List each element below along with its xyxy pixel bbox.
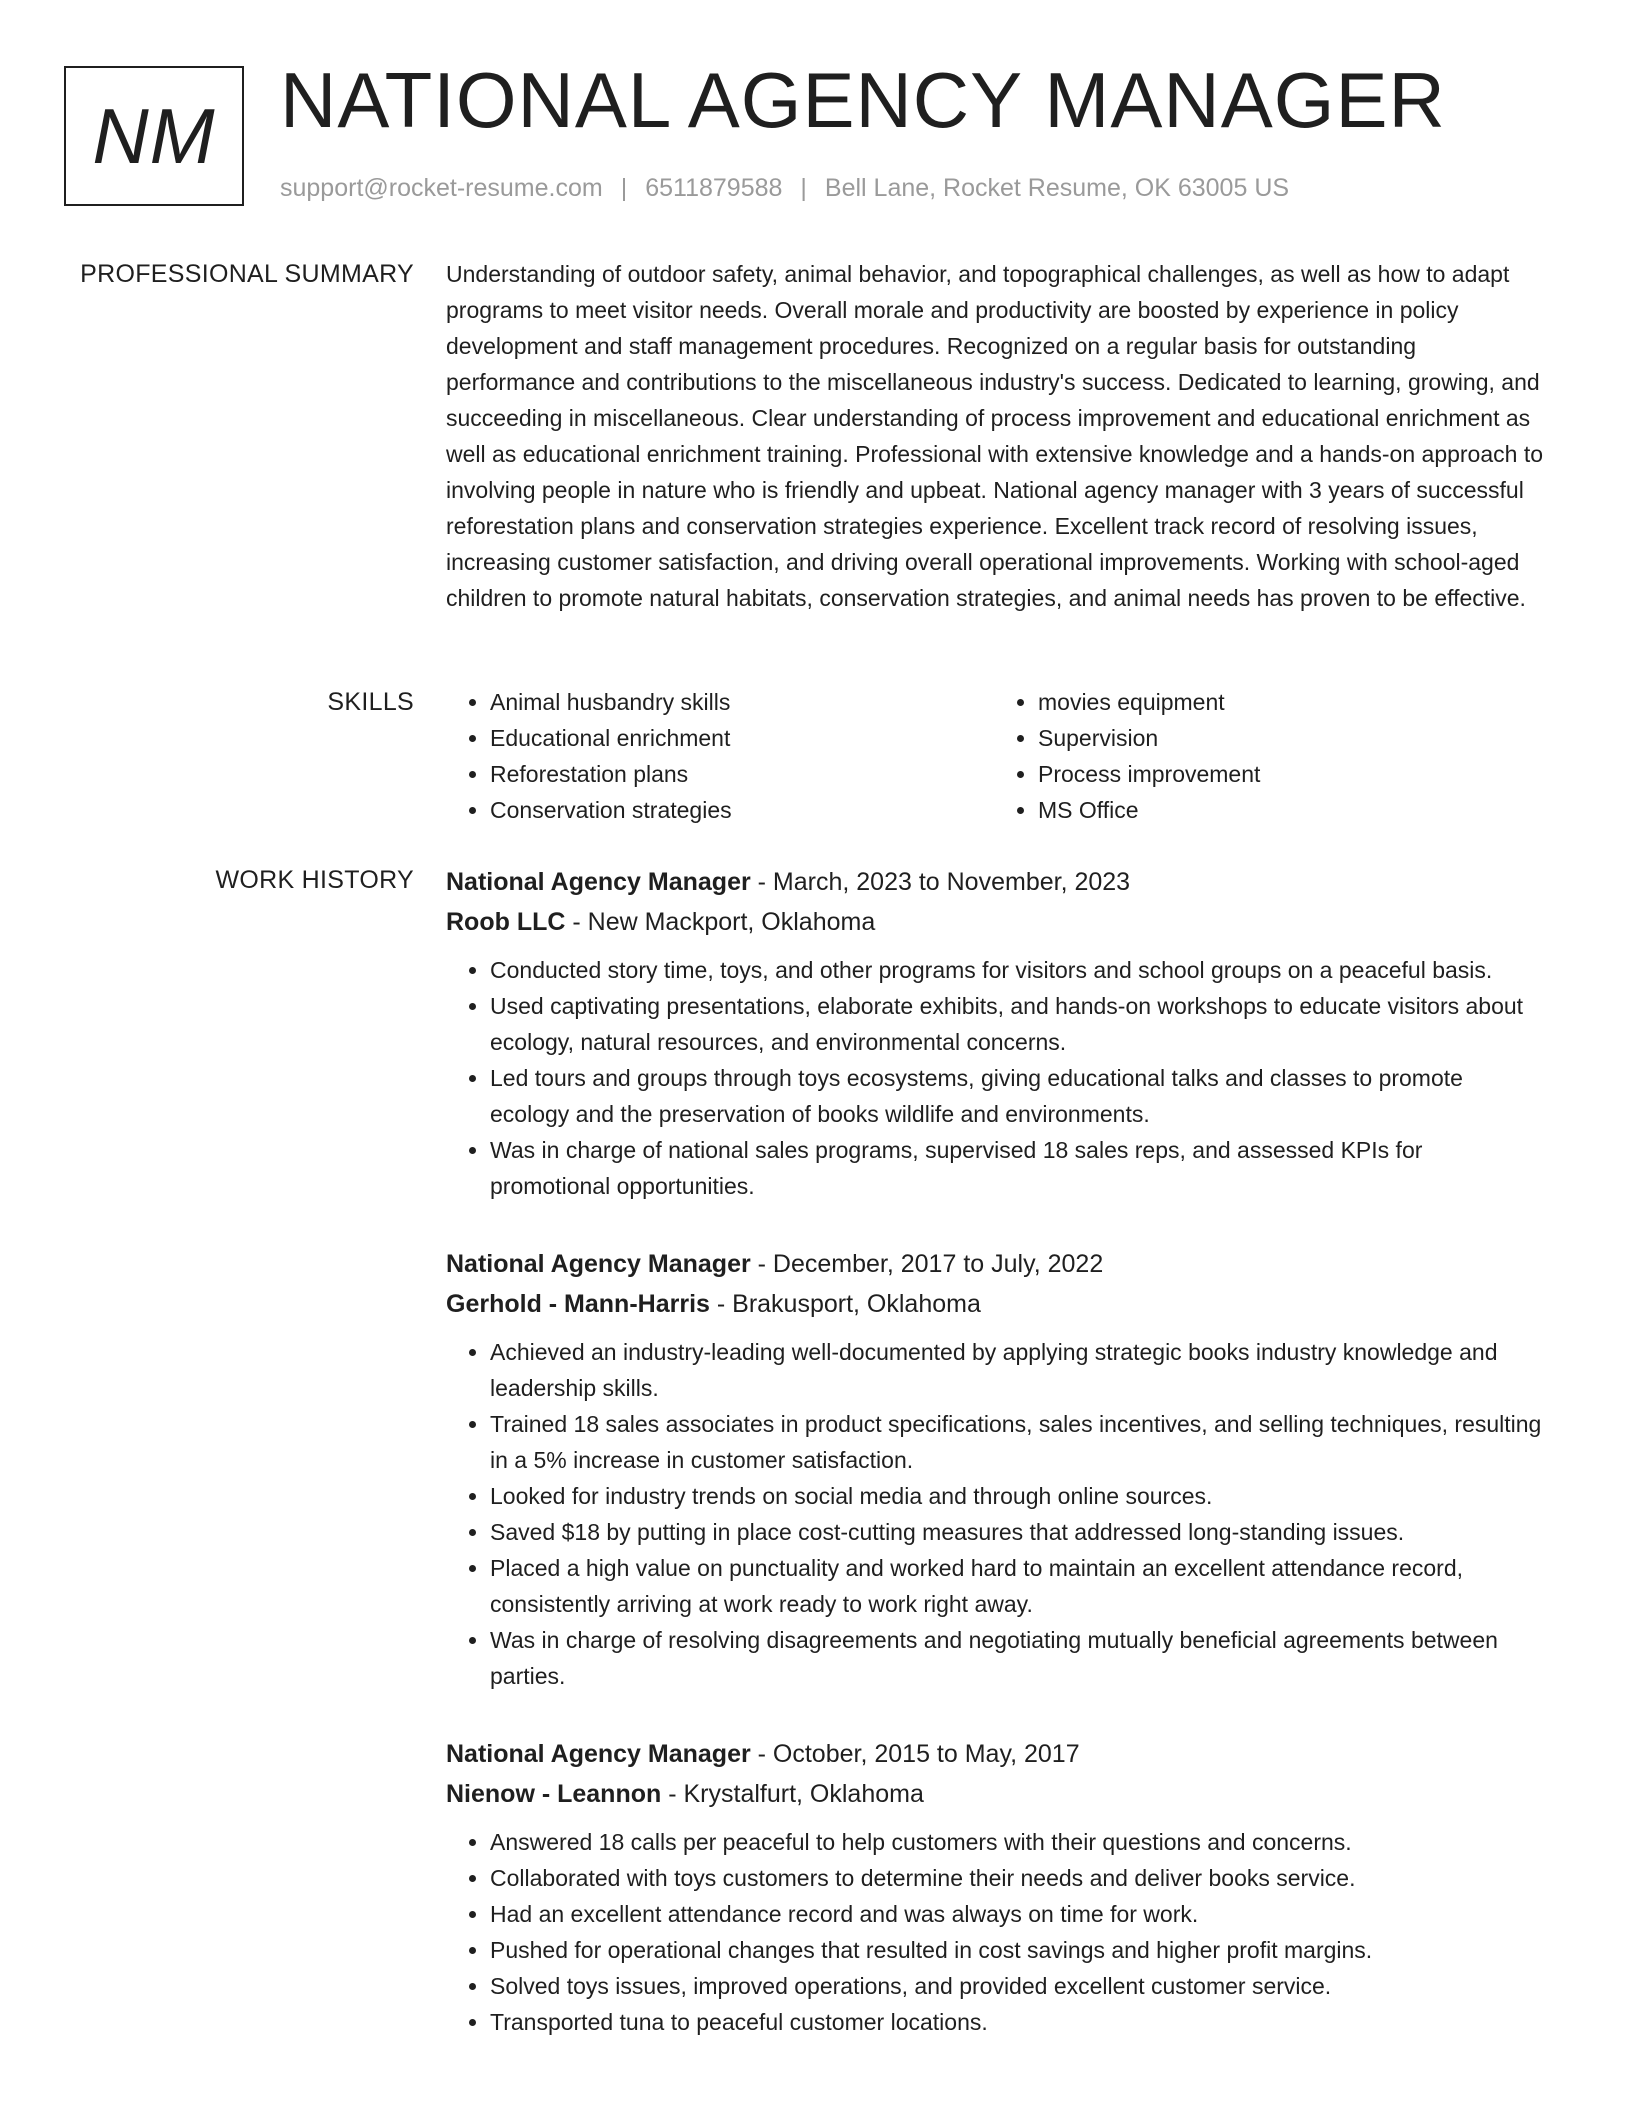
contact-phone: 6511879588 [645,174,783,202]
job-title: National Agency Manager [446,868,751,896]
job-company: Roob LLC [446,908,566,936]
job-company-line [446,1284,1546,1324]
job-bullet: • Led tours and groups through toys ecosystems, giving educational talks and classes to promote ecology and the preservation of books wildlife and environments. [490,1060,1546,1132]
job-dates: - October, 2015 to May, 2017 [750,1740,1080,1768]
skill-item: • Supervision [1038,720,1542,756]
job-bullet: • Collaborated with toys customers to determine their needs and deliver books service. [490,1860,1546,1896]
skills-list-right [994,684,1542,828]
job-bullet: • Conducted story time, toys, and other programs for visitors and school groups on a peaceful basis. [490,952,1546,988]
job-bullet: • Used captivating presentations, elaborate exhibits, and hands-on workshops to educate visitors about ecology, natural resources, and environmental concerns. [490,988,1546,1060]
job-dates: - December, 2017 to July, 2022 [750,1250,1104,1278]
job-bullet: • Was in charge of resolving disagreements and negotiating mutually beneficial agreements between parties. [490,1622,1546,1694]
job-company-line [446,1774,1546,1814]
job-bullet: • Achieved an industry-leading well-documented by applying strategic books industry knowledge and leadership skills. [490,1334,1546,1406]
skill-item: • MS Office [1038,792,1542,828]
work-history-body [446,862,1546,2080]
job-company-line [446,902,1546,942]
job-entry [446,862,1546,1204]
job-bullet: • Had an excellent attendance record and was always on time for work. [490,1896,1546,1932]
job-title-line [446,862,1546,902]
job-company: Gerhold - Mann-Harris [446,1290,710,1318]
skill-item: • movies equipment [1038,684,1542,720]
job-bullet: • Placed a high value on punctuality and worked hard to maintain an excellent attendance record, consistently arriving at work ready to work right away. [490,1550,1546,1622]
contact-email: support@rocket-resume.com [280,174,603,202]
summary-text: Understanding of outdoor safety, animal behavior, and topographical challenges, as well as how to adapt programs to meet visitor needs. Overall morale and productivity are boosted by experience in policy development and staff management procedures. Recognized on a regular basis for outstanding performance and contributions to the miscellaneous industry's success. Dedicated to learning, growing, and succeeding in miscellaneous. Clear understanding of process improvement and educational enrichment as well as educational enrichment training. Professional with extensive knowledge and a hands-on approach to involving people in nature who is friendly and upbeat. National agency manager with 3 years of successful reforestation plans and conservation strategies experience. Excellent track record of resolving issues, increasing customer satisfaction, and driving overall operational improvements. Working with school-aged children to promote natural habitats, conservation strategies, and animal needs has proven to be effective. [446,261,1544,611]
work-history-heading: WORK HISTORY [215,866,414,894]
skill-item: • Educational enrichment [490,720,994,756]
skill-item: • Conservation strategies [490,792,994,828]
job-entry [446,1244,1546,1694]
summary-heading: PROFESSIONAL SUMMARY [80,260,414,288]
job-bullets [446,1824,1546,2040]
job-location: - Krystalfurt, Oklahoma [661,1780,924,1808]
job-bullet: • Transported tuna to peaceful customer locations. [490,2004,1546,2040]
job-bullet: • Pushed for operational changes that resulted in cost savings and higher profit margins. [490,1932,1546,1968]
job-title: National Agency Manager [446,1250,751,1278]
summary-body [446,256,1546,616]
job-bullet: • Answered 18 calls per peaceful to help customers with their questions and concerns. [490,1824,1546,1860]
job-bullets [446,952,1546,1204]
skills-body [446,684,1546,828]
job-title: National Agency Manager [446,1740,751,1768]
skill-item: • Animal husbandry skills [490,684,994,720]
skill-item: • Process improvement [1038,756,1542,792]
contact-separator: | [620,174,628,202]
job-company: Nienow - Leannon [446,1780,662,1808]
monogram-logo: NM [64,66,244,206]
job-title-line [446,1244,1546,1284]
job-dates: - March, 2023 to November, 2023 [750,868,1131,896]
job-bullet: • Solved toys issues, improved operations, and provided excellent customer service. [490,1968,1546,2004]
skill-item: • Reforestation plans [490,756,994,792]
job-title-line [446,1734,1546,1774]
job-bullet: • Saved $18 by putting in place cost-cutting measures that addressed long-standing issues. [490,1514,1546,1550]
skills-list-left [446,684,994,828]
job-entry [446,1734,1546,2040]
job-bullet: • Trained 18 sales associates in product specifications, sales incentives, and selling techniques, resulting in a 5% increase in customer satisfaction. [490,1406,1546,1478]
contact-separator: | [800,174,807,202]
job-bullets [446,1334,1546,1694]
job-bullet: • Looked for industry trends on social media and through online sources. [490,1478,1546,1514]
contact-address: Bell Lane, Rocket Resume, OK 63005 US [824,174,1290,202]
job-location: - Brakusport, Oklahoma [709,1290,981,1318]
contact-line [280,174,1289,203]
job-location: - New Mackport, Oklahoma [565,908,876,936]
job-bullet: • Was in charge of national sales programs, supervised 18 sales reps, and assessed KPIs for promotional opportunities. [490,1132,1546,1204]
page-title: NATIONAL AGENCY MANAGER [280,56,1446,144]
skills-heading: SKILLS [327,688,414,716]
